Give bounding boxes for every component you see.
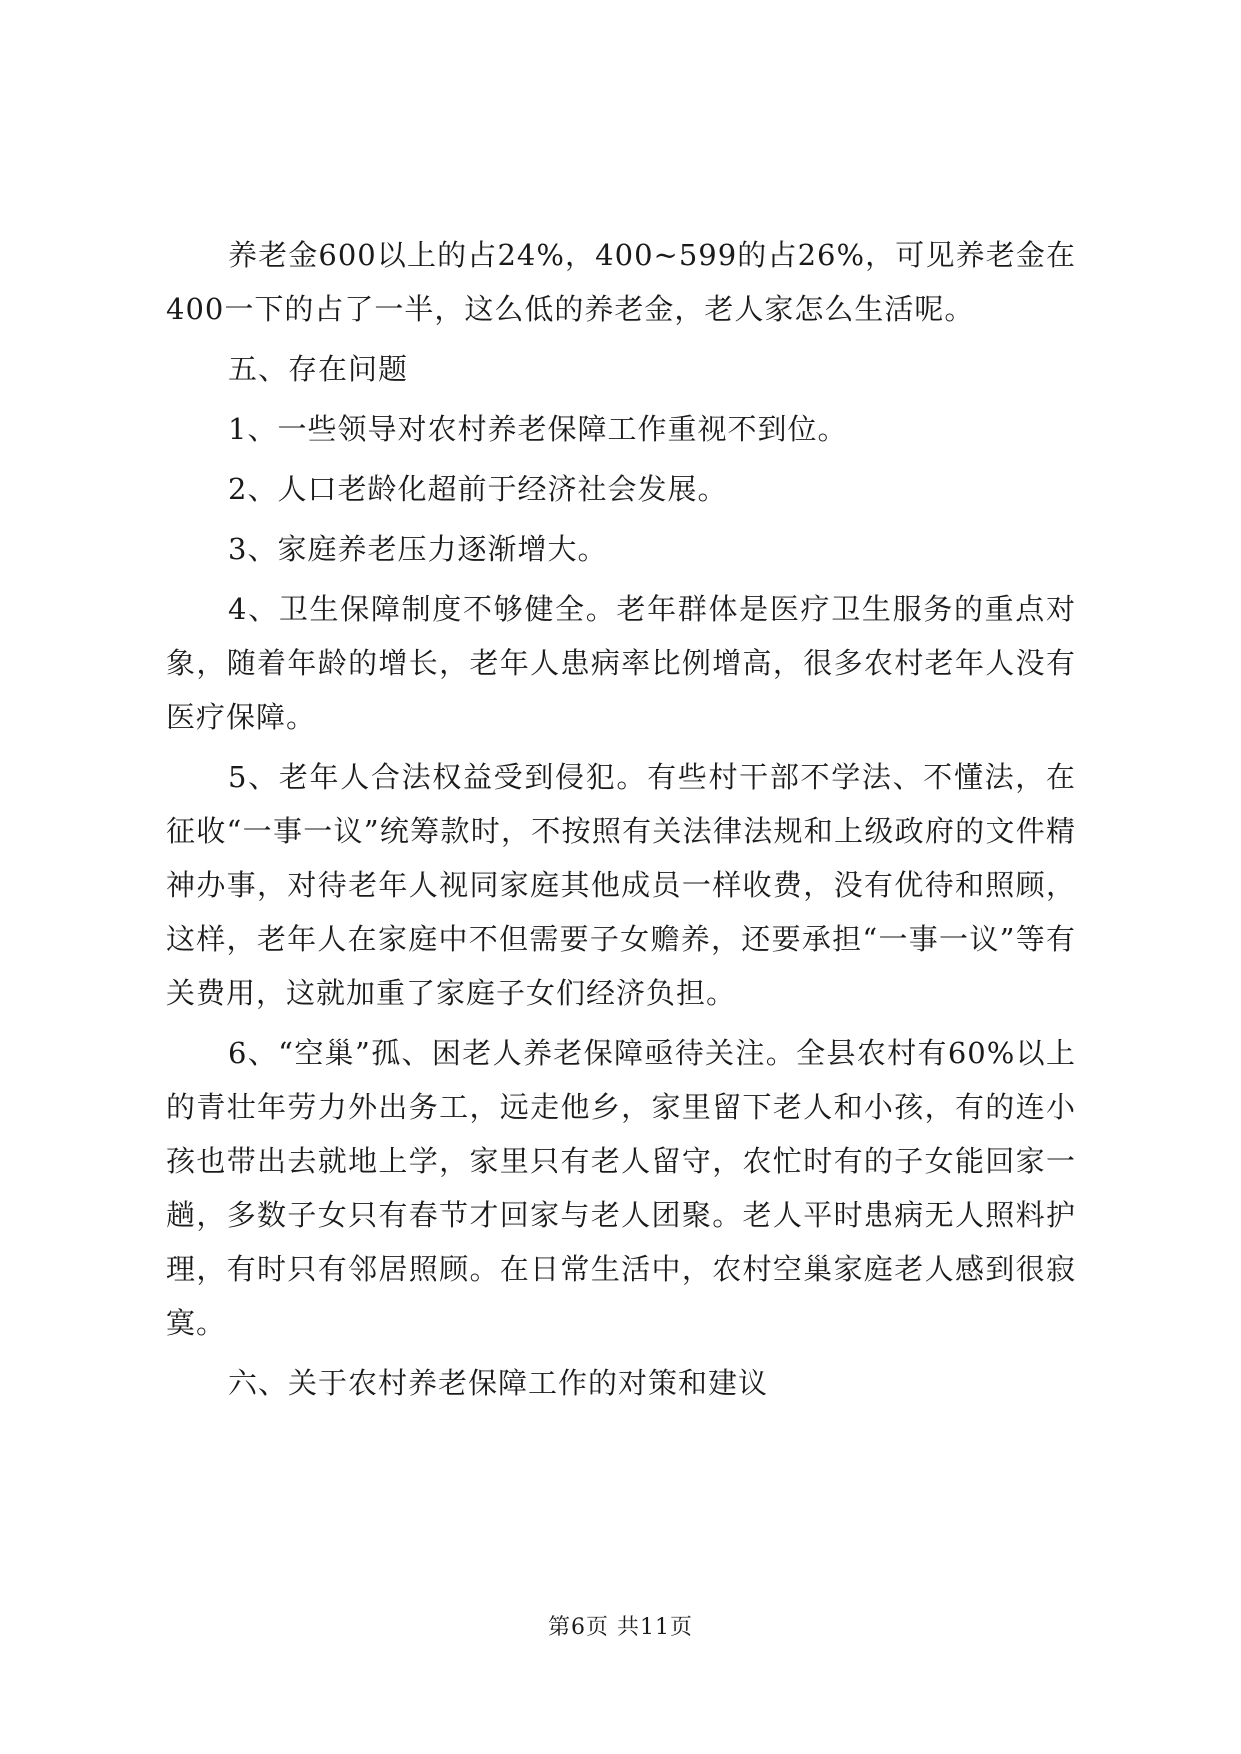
list-item-4: 4、卫生保障制度不够健全。老年群体是医疗卫生服务的重点对象，随着年龄的增长，老年人患病率比例增高，很多农村老年人没有医疗保障。 — [166, 592, 1076, 734]
list-item-6: 6、“空巢”孤、困老人养老保障亟待关注。全县农村有60%以上的青壮年劳力外出务工，远走他乡，家里留下老人和小孩，有的连小孩也带出去就地上学，家里只有老人留守，农忙时有的子女能回家一趟，多数子女只有春节才回家与老人团聚。老人平时患病无人照料护理，有时只有邻居照顾。在日常生活中，农村空巢家庭老人感到很寂寞。 — [166, 1036, 1076, 1340]
list-item-1: 1、一些领导对农村养老保障工作重视不到位。 — [228, 412, 848, 446]
page-footer: 第6页 共11页 — [548, 1615, 693, 1640]
list-item-2: 2、人口老龄化超前于经济社会发展。 — [228, 472, 728, 506]
document-body — [166, 228, 1076, 1416]
paragraph-pension-stats: 养老金600以上的占24%，400~599的占26%，可见养老金在400一下的占了一半，这么低的养老金，老人家怎么生活呢。 — [166, 238, 1076, 326]
section-heading-suggestions: 六、关于农村养老保障工作的对策和建议 — [228, 1366, 769, 1400]
list-item-3: 3、家庭养老压力逐渐增大。 — [228, 532, 608, 566]
section-heading-problems: 五、存在问题 — [228, 352, 409, 386]
list-item-5: 5、老年人合法权益受到侵犯。有些村干部不学法、不懂法，在征收“一事一议”统筹款时，不按照有关法律法规和上级政府的文件精神办事，对待老年人视同家庭其他成员一样收费，没有优待和照顾，这样，老年人在家庭中不但需要子女赡养，还要承担“一事一议”等有关费用，这就加重了家庭子女们经济负担。 — [166, 760, 1076, 1010]
